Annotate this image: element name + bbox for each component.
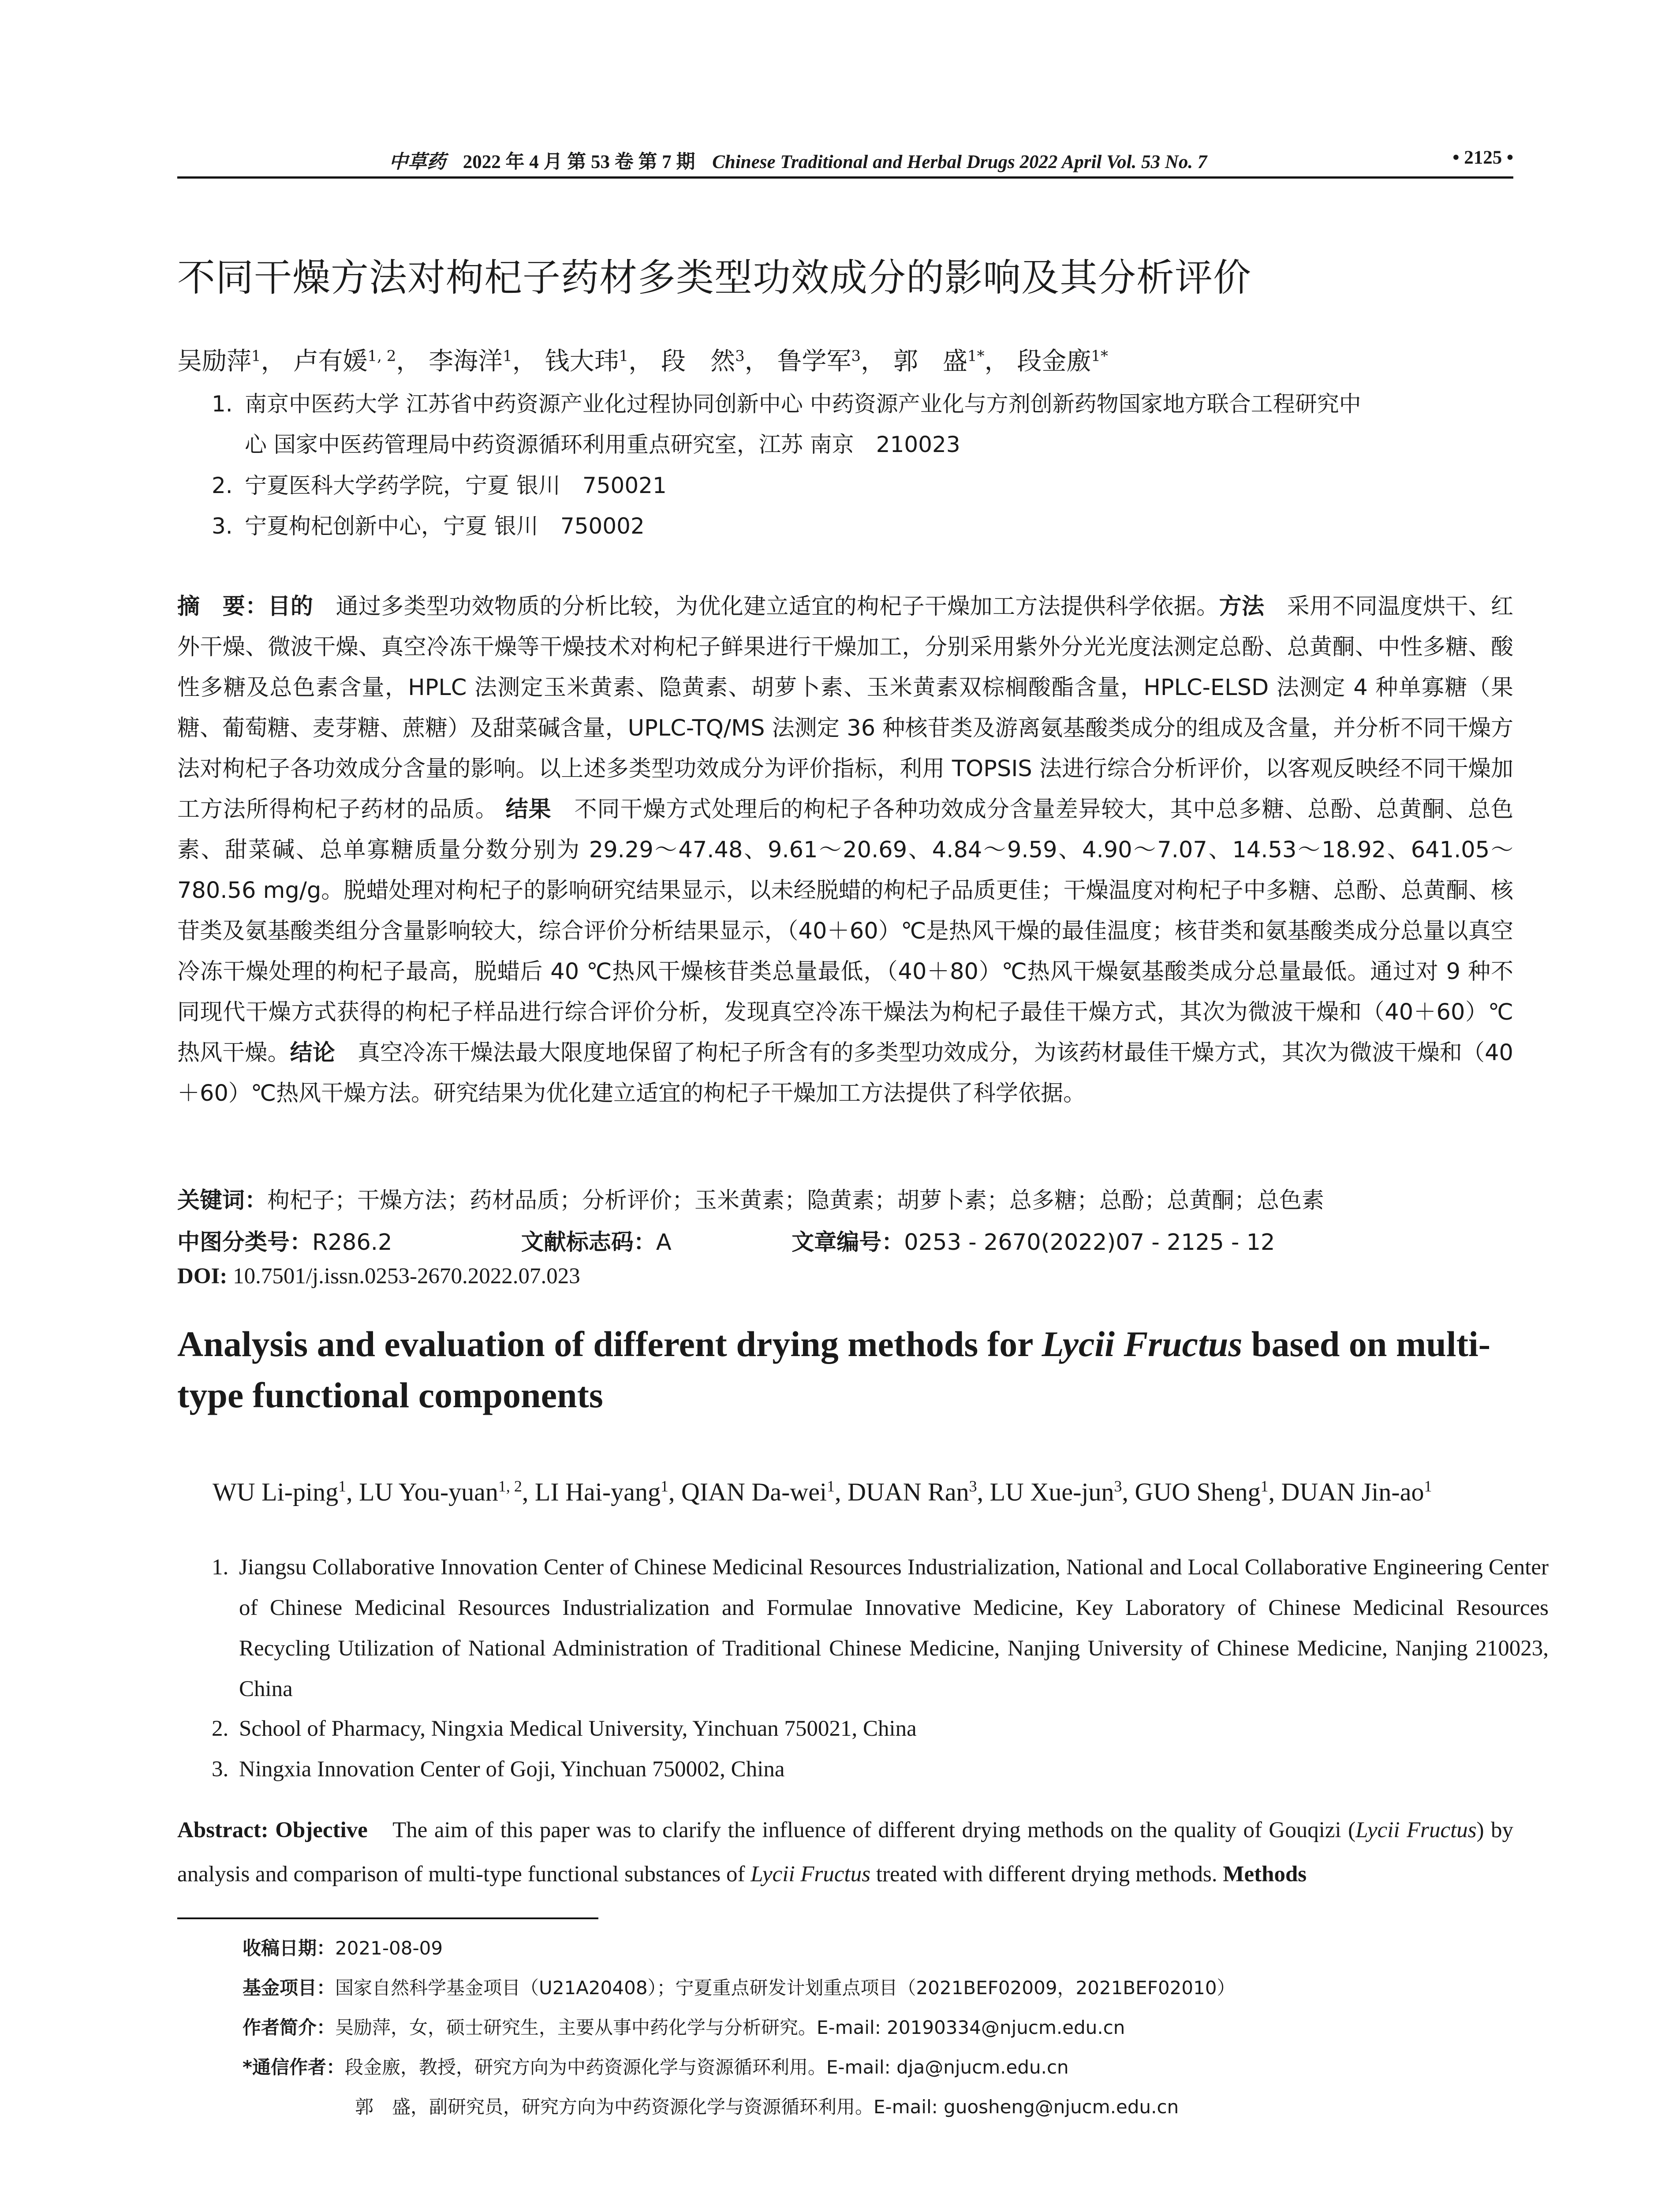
footnote-rule xyxy=(177,1917,598,1919)
footnote-corresponding: *通信作者：段金廒，教授，研究方向为中药资源化学与资源循环利用。E-mail: dja@njucm.edu.cn xyxy=(243,2056,1069,2078)
author-cn: 李海洋 xyxy=(429,347,503,376)
author-cn: 钱大玮 xyxy=(545,347,619,376)
author-cn: 段 然 xyxy=(661,347,735,376)
author-cn: 卢有媛 xyxy=(293,347,368,376)
header-rule xyxy=(177,176,1513,179)
abstract-cn: 摘 要：目的 通过多类型功效物质的分析比较，为优化建立适宜的枸杞子干燥加工方法提供科学依据。方法 采用不同温度烘干、红外干燥、微波干燥、真空冷冻干燥等干燥技术对枸杞子鲜果进行干燥加工，分别采用紫外分光光度法测定总酚、总黄酮、中性多糖、酸性多糖及总色素含量，HPLC 法测定玉米黄素、隐黄素、胡萝卜素、玉米黄素双棕榈酸酯含量，HPLC-ELSD 法测定 4 种单寡糖（果糖、葡萄糖、麦芽糖、蔗糖）及甜菜碱含量，UPLC-TQ/MS 法测定 36 种核苷类及游离氨基酸类成分的组成及含量，并分析不同干燥方法对枸杞子各功效成分含量的影响。以上述多类型功效成分为评价指标，利用 TOPSIS 法进行综合分析评价，以客观反映经不同干燥加工方法所得枸杞子药材的品质。 结果 不同干燥方式处理后的枸杞子各种功效成分含量差异较大，其中总多糖、总酚、总黄酮、总色素、甜菜碱、总单寡糖质量分数分别为 29.29～47.48、9.61～20.69、4.84～9.59、4.90～7.07、14.53～18.92、641.05～780.56 mg/g。脱蜡处理对枸杞子的影响研究结果显示，以未经脱蜡的枸杞子品质更佳；干燥温度对枸杞子中多糖、总酚、总黄酮、核苷类及氨基酸类组分含量影响较大，综合评价分析结果显示，（40＋60）℃是热风干燥的最佳温度；核苷类和氨基酸类成分总量以真空冷冻干燥处理的枸杞子最高，脱蜡后 40 ℃热风干燥核苷类总量最低，（40＋80）℃热风干燥氨基酸类成分总量最低。通过对 9 种不同现代干燥方式获得的枸杞子样品进行综合评价分析，发现真空冷冻干燥法为枸杞子最佳干燥方式，其次为微波干燥和（40＋60）℃热风干燥。结论 真空冷冻干燥法最大限度地保留了枸杞子所含有的多类型功效成分，为该药材最佳干燥方式，其次为微波干燥和（40＋60）℃热风干燥方法。研究结果为优化建立适宜的枸杞子干燥加工方法提供了科学依据。 xyxy=(177,594,1513,1106)
author-cn: 郭 盛 xyxy=(893,347,967,376)
title-en: Analysis and evaluation of different drying methods for Lycii Fructus based on multi-type functional components xyxy=(177,1324,1491,1415)
journal-name-cn: 中草药 xyxy=(389,151,446,173)
issue-date-cn: 2022 年 4 月 第 53 卷 第 7 期 xyxy=(463,152,695,172)
classification-line: 中图分类号：R286.2 文献标志码：A 文章编号：0253 - 2670(2022)07 - 2125 - 12 xyxy=(177,1230,1275,1256)
footnote-received: 收稿日期：2021-08-09 xyxy=(243,1937,443,1959)
abstract-en: Abstract: Objective The aim of this paper was to clarify the influence of different drying methods on the quality of Gouqizi (Lycii Fructus) by analysis and comparison of multi-type functional substances of Lycii Fructus treated with different drying methods. Methods xyxy=(177,1818,1514,1887)
footnote-author-bio: 作者简介：吴励萍，女，硕士研究生，主要从事中药化学与分析研究。E-mail: 20190334@njucm.edu.cn xyxy=(243,2017,1125,2038)
authors-en: WU Li-ping$^1$, LU You-yuan$^{1, 2}$, LI Hai-yang$^1$, QIAN Da-wei$^1$, DUAN Ran$^3$, LU Xue-jun$^3$, GUO Sheng$^1$, DUAN Jin-$ao^1$ xyxy=(213,1477,1432,1506)
running-header xyxy=(177,147,1513,173)
doi-line: DOI: 10.7501/j.issn.0253-2670.2022.07.023 xyxy=(177,1264,580,1289)
author-cn: 鲁学军 xyxy=(777,347,851,376)
title-cn: 不同干燥方法对枸杞子药材多类型功效成分的影响及其分析评价 xyxy=(177,256,1251,300)
author-cn: 段金廒 xyxy=(1017,347,1091,376)
author-cn: 吴励萍 xyxy=(177,347,251,376)
keywords-cn: 关键词：枸杞子；干燥方法；药材品质；分析评价；玉米黄素；隐黄素；胡萝卜素；总多糖；总酚；总黄酮；总色素 xyxy=(177,1188,1325,1214)
journal-name-en: Chinese Traditional and Herbal Drugs 2022 April Vol. 53 No. 7 xyxy=(712,152,1207,172)
footnote-corresponding-2: 郭 盛，副研究员，研究方向为中药资源化学与资源循环利用。E-mail: guosheng@njucm.edu.cn xyxy=(355,2096,1179,2118)
page-number: • 2125 • xyxy=(1452,147,1513,168)
footnote-funding: 基金项目：国家自然科学基金项目（U21A20408）；宁夏重点研发计划重点项目（2021BEF02009，2021BEF02010） xyxy=(243,1977,1236,1999)
journal-page: 中草药 2022 年 4 月 第 53 卷 第 7 期 Chinese Traditional and Herbal Drugs 2022 April Vol. 53 No. 7 • 2125 • 不同干燥方法对枸杞子药材多类型功效成分的影响及其分析评价 吴励萍$^1$， 卢有媛$^{1, 2}$， 李海洋$^1$， 钱大玮$^1$， 段 然$^3$， 鲁学军$^3$， 郭 盛$^{1*}$， 段金廒$^{1*}$ 1. 南京中医药大学 江苏省中药资源产业化过程协同创新中心 中药资源产业化与方剂创新药物国家地方联合工程研究中 心 国家中医药管理局中药资源循环利用重点研究室，江苏 南京 210023 2. 宁夏医科大学药学院，宁夏 银川 750021 3. 宁夏枸杞创新中心，宁夏 银川 750002 摘 要：目的 通过多类型功效物质的分析比较，为优化建立适宜的枸杞子干燥加工方法提供科学依据。方法 采用不同温度烘干、红外干燥、微波干燥、真空冷冻干燥等干燥技术对枸杞子鲜果进行干燥加工，分别采用紫外分光光度法测定总酚、总黄酮、中性多糖、酸性多糖及总色素含量，HPLC 法测定玉米黄素、隐黄素、胡萝卜素、玉米黄素双棕榈酸酯含量，HPLC-ELSD 法测定 4 种单寡糖（果糖、葡萄糖、麦芽糖、蔗糖）及甜菜碱含量，UPLC-TQ/MS 法测定 36 种核苷类及游离氨基酸类成分的组成及含量，并分析不同干燥方法对枸杞子各功效成分含量的影响。以上述多类型功效成分为评价指标，利用 TOPSIS 法进行综合分析评价，以客观反映经不同干燥加工方法所得枸杞子药材的品质。 结果 不同干燥方式处理后的枸杞子各种功效成分含量差异较大，其中总多糖、总酚、总黄酮、总色素、甜菜碱、总单寡糖质量分数分别为 29.29～47.48、9.61～20.69、4.84～9.59、4.90～7.07、14.53～18.92、641.05～780.56 mg/g。脱蜡处理对枸杞子的影响研究结果显示，以未经脱蜡的枸杞子品质更佳；干燥温度对枸杞子中多糖、总酚、总黄酮、核苷类及氨基酸类组分含量影响较大，综合评价分析结果显示，（40＋60）℃是热风干燥的最佳温度；核苷类和氨基酸类成分总量以真空冷冻干燥处理的枸杞子最高，脱蜡后 40 ℃热风干燥核苷类总量最低，（40＋80）℃热风干燥氨基酸类成分总量最低。通过对 9 种不同现代干燥方式获得的枸杞子样品进行综合评价分析，发现真空冷冻干燥法为枸杞子最佳干燥方式，其次为微波干燥和（40＋60）℃热风干燥。结论 真空冷冻干燥法最大限度地保留了枸杞子所含有的多类型功效成分，为该药材最佳干燥方式，其次为微波干燥和（40＋60）℃热风干燥方法。研究结果为优化建立适宜的枸杞子干燥加工方法提供了科学依据。 关键词：枸杞子；干燥方法；药材品质；分析评价；玉米黄素；隐黄素；胡萝卜素；总多糖；总酚；总黄酮；总色素 中图分类号：R286.2 文献标志码：A 文章编号：0253 - 2670(2022)07 - 2125 - 12 DOI: 10.7501/j.issn.0253-2670.2022.07.023 Analysis and evaluation of different drying methods for Lycii Fructus based on multi-type functional components WU Li-ping$^1$, LU You-yuan$^{1, 2}$, LI Hai-yang$^1$, QIAN Da-wei$^1$, DUAN Ran$^3$, LU Xue-jun$^3$, GUO Sheng$^1$, DUAN Jin-$ao^1$ 1. Jiangsu Collaborative Innovation Center of Chinese Medicinal Resources Industrialization, National and Local Collaborative Engineering Center of Chinese Medicinal Resources Industrialization and Formulae Innovative Medicine, Key Laboratory of Chinese Medicinal Resources Recycling Utilization of National Administration of Traditional Chinese Medicine, Nanjing University of Chinese Medicine, Nanjing 210023, China 2. School of Pharmacy, Ningxia Medical University, Yinchuan 750021, China 3. Ningxia Innovation Center of Goji, Yinchuan 750002, China Abstract: Objective The aim of this paper was to clarify the influence of different drying methods on the quality of Gouqizi (Lycii Fructus) by analysis and comparison of multi-type functional substances of Lycii Fructus treated with different drying methods. Methods 收稿日期：2021-08-09 基金项目：国家自然科学基金项目（U21A20408）；宁夏重点研发计划重点项目（2021BEF02009，2021BEF02010） 作者简介：吴励萍，女，硕士研究生，主要从事中药化学与分析研究。E-mail: 20190334@njucm.edu.cn *通信作者：段金廒，教授，研究方向为中药资源化学与资源循环利用。E-mail: dja@njucm.edu.cn 郭 盛，副研究员，研究方向为中药资源化学与资源循环利用。E-mail: guosheng@njucm.edu.cn xyxy=(0,0,1680,2205)
authors-cn: 吴励萍$^1$， 卢有媛$^{1, 2}$， 李海洋$^1$， 钱大玮$^1$， 段 然$^3$， 鲁学军$^3$， 郭 盛$^{1*}$， 段金廒$^{1*}$ xyxy=(177,347,1109,376)
